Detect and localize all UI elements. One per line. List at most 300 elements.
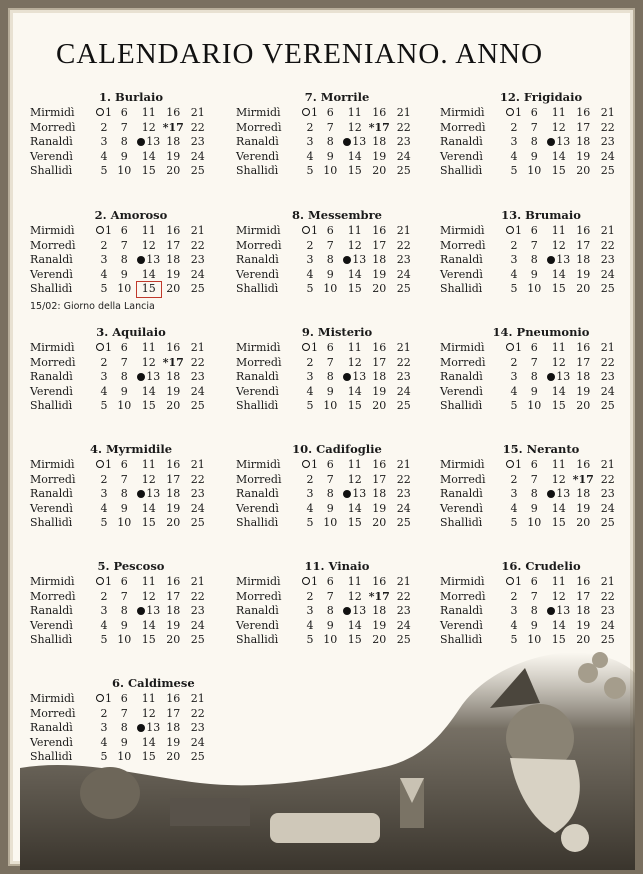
month-block xyxy=(440,323,630,414)
day-cell: 4 xyxy=(510,267,518,281)
full-moon-day-cell: 13 xyxy=(137,135,162,150)
day-cell: 17 xyxy=(166,706,181,720)
day-cell: 3 xyxy=(510,135,518,149)
week-row xyxy=(440,590,630,605)
week-row xyxy=(440,487,630,502)
day-cell: 10 xyxy=(323,516,338,530)
week-row xyxy=(236,487,426,502)
day-cell: 3 xyxy=(100,370,108,384)
day-cell: 22 xyxy=(396,238,411,252)
day-cell: 18 xyxy=(372,135,387,149)
day-cell: 10 xyxy=(117,164,132,178)
day-cell: 9 xyxy=(120,501,128,515)
month-name: 3. Aquilaio xyxy=(96,325,166,339)
day-cell: 16 xyxy=(166,458,181,471)
day-cell: 8 xyxy=(530,604,538,618)
week-row xyxy=(236,590,426,605)
day-cell: 8 xyxy=(120,253,128,267)
day-cell: 16 xyxy=(166,575,181,588)
day-cell: 12 xyxy=(141,238,156,252)
day-cell: 4 xyxy=(306,384,314,398)
new-moon-day-cell: 1 xyxy=(96,575,112,590)
day-cell: 5 xyxy=(100,164,108,178)
day-cell: 18 xyxy=(166,370,181,384)
day-cell: 11 xyxy=(347,575,362,588)
day-cell: 24 xyxy=(396,267,411,281)
weekday-label: Shallidì xyxy=(236,164,279,178)
weekday-label: Verendì xyxy=(30,618,73,632)
week-row xyxy=(440,458,630,473)
day-cell: 24 xyxy=(396,149,411,163)
day-cell: 15 xyxy=(551,282,566,296)
wizard-study-illustration xyxy=(20,648,635,870)
day-cell: 10 xyxy=(527,516,542,530)
weekday-label: Mirmidì xyxy=(30,341,75,354)
weekday-label: Morredì xyxy=(236,120,282,134)
full-moon-day-cell: 13 xyxy=(137,721,162,736)
weekday-label: Morredì xyxy=(236,589,282,603)
weekday-label: Ranaldì xyxy=(30,487,73,501)
day-cell: 3 xyxy=(510,487,518,501)
day-cell: 24 xyxy=(396,501,411,515)
weekday-label: Verendì xyxy=(440,267,483,281)
day-cell: 21 xyxy=(190,692,205,705)
week-row xyxy=(236,121,426,136)
day-cell: 19 xyxy=(372,501,387,515)
day-cell: 24 xyxy=(396,618,411,632)
weekday-label: Shallidì xyxy=(440,633,483,647)
new-moon-day-cell: 1 xyxy=(506,224,522,239)
day-cell: 21 xyxy=(190,458,205,471)
day-cell: 3 xyxy=(510,370,518,384)
day-cell: 14 xyxy=(347,501,362,515)
day-cell: 7 xyxy=(530,355,538,369)
day-cell: 22 xyxy=(190,706,205,720)
day-cell: 25 xyxy=(190,516,205,530)
day-cell: 10 xyxy=(323,282,338,296)
day-cell: 25 xyxy=(396,516,411,530)
day-cell: 10 xyxy=(527,633,542,647)
week-row xyxy=(236,253,426,268)
month-name: 12. Frigidaio xyxy=(499,90,583,104)
day-cell: 22 xyxy=(396,120,411,134)
day-cell: 16 xyxy=(372,224,387,237)
weekday-label: Verendì xyxy=(30,384,73,398)
day-cell: 22 xyxy=(600,238,615,252)
day-cell: 23 xyxy=(600,135,615,149)
day-cell: 4 xyxy=(306,501,314,515)
day-cell: 25 xyxy=(600,282,615,296)
day-cell: 18 xyxy=(166,604,181,618)
day-cell: 22 xyxy=(190,355,205,369)
day-cell: 11 xyxy=(141,224,156,237)
day-cell: 6 xyxy=(120,106,128,119)
day-cell: 15 xyxy=(551,516,566,530)
day-cell: 23 xyxy=(600,253,615,267)
week-row xyxy=(30,282,220,297)
day-cell: 11 xyxy=(141,692,156,705)
week-row xyxy=(30,253,220,268)
day-cell: 18 xyxy=(166,253,181,267)
day-cell: 11 xyxy=(347,224,362,237)
day-cell: 5 xyxy=(510,399,518,413)
day-cell: 14 xyxy=(551,618,566,632)
day-cell: 4 xyxy=(100,735,108,749)
month-name: 16. Crudelio xyxy=(501,559,581,573)
day-cell: 7 xyxy=(120,706,128,720)
day-cell: 23 xyxy=(600,487,615,501)
holiday-note: 15/02: Giorno della Lancia xyxy=(30,301,155,312)
day-cell: 21 xyxy=(600,575,615,588)
weekday-label: Shallidì xyxy=(30,633,73,647)
day-cell: 5 xyxy=(306,164,314,178)
day-cell: 15 xyxy=(551,399,566,413)
week-row xyxy=(30,224,220,239)
weekday-label: Mirmidì xyxy=(30,224,75,237)
day-cell: 2 xyxy=(306,472,314,486)
day-cell: 5 xyxy=(510,516,518,530)
day-cell: 14 xyxy=(141,501,156,515)
day-cell: 8 xyxy=(326,253,334,267)
day-cell: 16 xyxy=(372,575,387,588)
week-row xyxy=(440,341,630,356)
day-cell: 25 xyxy=(190,399,205,413)
day-cell: 6 xyxy=(120,341,128,354)
day-cell: 22 xyxy=(190,238,205,252)
day-cell: 7 xyxy=(120,472,128,486)
day-cell: 15 xyxy=(347,164,362,178)
day-cell: 20 xyxy=(166,516,181,530)
month-block xyxy=(30,323,220,414)
day-cell: 23 xyxy=(396,135,411,149)
day-cell: 11 xyxy=(551,224,566,237)
day-cell: 12 xyxy=(347,120,362,134)
day-cell: 9 xyxy=(326,384,334,398)
day-cell: 18 xyxy=(372,253,387,267)
day-cell: 20 xyxy=(372,282,387,296)
day-cell: 10 xyxy=(117,399,132,413)
day-cell: 11 xyxy=(141,106,156,119)
day-cell: 12 xyxy=(347,238,362,252)
day-cell: 8 xyxy=(326,487,334,501)
day-cell: 25 xyxy=(396,633,411,647)
full-moon-day-cell: 13 xyxy=(343,487,368,502)
week-row xyxy=(440,164,630,179)
day-cell: 16 xyxy=(166,224,181,237)
week-row xyxy=(30,239,220,254)
week-row xyxy=(30,370,220,385)
week-row xyxy=(30,164,220,179)
new-moon-day-cell: 1 xyxy=(96,106,112,121)
day-cell: 20 xyxy=(576,164,591,178)
day-cell: 16 xyxy=(576,575,591,588)
day-cell: 15 xyxy=(347,516,362,530)
day-cell: 10 xyxy=(527,399,542,413)
new-moon-day-cell: 1 xyxy=(302,106,318,121)
weekday-label: Mirmidì xyxy=(30,692,75,705)
week-row xyxy=(440,150,630,165)
week-row xyxy=(236,282,426,297)
starred-day-cell: *17 xyxy=(162,355,184,369)
week-row xyxy=(440,473,630,488)
starred-day-cell: *17 xyxy=(572,472,594,486)
day-cell: 12 xyxy=(347,472,362,486)
day-cell: 9 xyxy=(530,384,538,398)
day-cell: 20 xyxy=(576,282,591,296)
day-cell: 11 xyxy=(551,106,566,119)
day-cell: 16 xyxy=(166,341,181,354)
day-cell: 22 xyxy=(600,120,615,134)
day-cell: 20 xyxy=(166,633,181,647)
day-cell: 3 xyxy=(510,253,518,267)
weekday-label: Shallidì xyxy=(30,164,73,178)
day-cell: 16 xyxy=(576,458,591,471)
weekday-label: Verendì xyxy=(236,267,279,281)
full-moon-day-cell: 13 xyxy=(137,253,162,268)
month-block xyxy=(236,88,426,179)
day-cell: 6 xyxy=(326,106,334,119)
weekday-label: Verendì xyxy=(236,501,279,515)
weekday-label: Verendì xyxy=(30,501,73,515)
day-cell: 5 xyxy=(100,633,108,647)
highlighted-day-cell: 15 xyxy=(137,282,162,297)
week-row xyxy=(236,619,426,634)
day-cell: 12 xyxy=(141,706,156,720)
week-row xyxy=(440,575,630,590)
day-cell: 21 xyxy=(396,224,411,237)
weekday-label: Mirmidì xyxy=(440,458,485,471)
day-cell: 19 xyxy=(372,384,387,398)
day-cell: 15 xyxy=(141,633,156,647)
starred-day-cell: *17 xyxy=(162,120,184,134)
week-row xyxy=(440,604,630,619)
day-cell: 10 xyxy=(117,750,132,764)
new-moon-day-cell: 1 xyxy=(96,341,112,356)
weekday-label: Ranaldì xyxy=(236,135,279,149)
weekday-label: Morredì xyxy=(440,120,486,134)
new-moon-day-cell: 1 xyxy=(506,458,522,473)
day-cell: 17 xyxy=(576,355,591,369)
day-cell: 9 xyxy=(530,618,538,632)
week-row xyxy=(440,633,630,648)
starred-day-cell: *17 xyxy=(368,589,390,603)
month-block xyxy=(236,557,426,648)
day-cell: 7 xyxy=(326,120,334,134)
week-row xyxy=(236,385,426,400)
day-cell: 11 xyxy=(347,458,362,471)
day-cell: 22 xyxy=(396,472,411,486)
day-cell: 24 xyxy=(190,618,205,632)
week-row xyxy=(30,106,220,121)
day-cell: 20 xyxy=(166,282,181,296)
day-cell: 25 xyxy=(190,282,205,296)
day-cell: 17 xyxy=(166,238,181,252)
day-cell: 10 xyxy=(323,399,338,413)
week-row xyxy=(440,121,630,136)
day-cell: 9 xyxy=(326,267,334,281)
day-cell: 10 xyxy=(527,282,542,296)
day-cell: 22 xyxy=(190,472,205,486)
week-row xyxy=(30,473,220,488)
day-cell: 6 xyxy=(326,458,334,471)
day-cell: 3 xyxy=(100,604,108,618)
day-cell: 6 xyxy=(326,575,334,588)
day-cell: 5 xyxy=(100,399,108,413)
weekday-label: Shallidì xyxy=(440,399,483,413)
day-cell: 22 xyxy=(396,589,411,603)
day-cell: 23 xyxy=(190,487,205,501)
day-cell: 23 xyxy=(190,253,205,267)
day-cell: 15 xyxy=(141,164,156,178)
week-row xyxy=(236,150,426,165)
day-cell: 23 xyxy=(190,135,205,149)
day-cell: 25 xyxy=(190,633,205,647)
day-cell: 8 xyxy=(120,370,128,384)
weekday-label: Shallidì xyxy=(236,633,279,647)
week-row xyxy=(440,253,630,268)
month-block xyxy=(440,440,630,531)
new-moon-day-cell: 1 xyxy=(302,341,318,356)
month-block xyxy=(236,440,426,531)
weekday-label: Morredì xyxy=(440,589,486,603)
day-cell: 14 xyxy=(551,384,566,398)
day-cell: 8 xyxy=(530,253,538,267)
weekday-label: Ranaldì xyxy=(440,370,483,384)
day-cell: 15 xyxy=(347,282,362,296)
day-cell: 24 xyxy=(600,267,615,281)
day-cell: 4 xyxy=(306,267,314,281)
day-cell: 7 xyxy=(326,238,334,252)
day-cell: 19 xyxy=(166,735,181,749)
day-cell: 4 xyxy=(306,618,314,632)
weekday-label: Morredì xyxy=(30,120,76,134)
week-row xyxy=(30,356,220,371)
new-moon-day-cell: 1 xyxy=(96,458,112,473)
month-block xyxy=(30,88,220,179)
day-cell: 19 xyxy=(576,501,591,515)
weekday-label: Ranaldì xyxy=(236,370,279,384)
day-cell: 5 xyxy=(510,164,518,178)
day-cell: 5 xyxy=(306,399,314,413)
day-cell: 20 xyxy=(372,164,387,178)
day-cell: 19 xyxy=(166,384,181,398)
weekday-label: Shallidì xyxy=(30,399,73,413)
day-cell: 8 xyxy=(120,487,128,501)
day-cell: 19 xyxy=(166,149,181,163)
day-cell: 18 xyxy=(372,370,387,384)
day-cell: 2 xyxy=(100,589,108,603)
day-cell: 15 xyxy=(347,633,362,647)
day-cell: 16 xyxy=(372,341,387,354)
day-cell: 2 xyxy=(306,238,314,252)
week-row xyxy=(30,150,220,165)
day-cell: 6 xyxy=(530,458,538,471)
week-row xyxy=(440,619,630,634)
day-cell: 20 xyxy=(166,399,181,413)
day-cell: 17 xyxy=(166,589,181,603)
month-block xyxy=(236,323,426,414)
weekday-label: Shallidì xyxy=(236,399,279,413)
day-cell: 9 xyxy=(530,501,538,515)
weekday-label: Shallidì xyxy=(30,282,73,296)
day-cell: 12 xyxy=(551,120,566,134)
weekday-label: Shallidì xyxy=(440,282,483,296)
day-cell: 12 xyxy=(347,355,362,369)
week-row xyxy=(236,458,426,473)
weekday-label: Mirmidì xyxy=(440,575,485,588)
week-row xyxy=(440,106,630,121)
day-cell: 14 xyxy=(347,618,362,632)
week-row xyxy=(30,487,220,502)
day-cell: 8 xyxy=(326,604,334,618)
day-cell: 4 xyxy=(100,384,108,398)
day-cell: 5 xyxy=(306,516,314,530)
day-cell: 14 xyxy=(347,149,362,163)
day-cell: 12 xyxy=(141,355,156,369)
week-row xyxy=(440,385,630,400)
starred-day-cell: *17 xyxy=(368,120,390,134)
day-cell: 14 xyxy=(141,384,156,398)
day-cell: 3 xyxy=(100,487,108,501)
day-cell: 15 xyxy=(141,516,156,530)
day-cell: 17 xyxy=(576,589,591,603)
week-row xyxy=(30,121,220,136)
weekday-label: Mirmidì xyxy=(440,341,485,354)
day-cell: 23 xyxy=(190,370,205,384)
day-cell: 8 xyxy=(120,604,128,618)
weekday-label: Ranaldì xyxy=(236,253,279,267)
day-cell: 8 xyxy=(530,370,538,384)
day-cell: 10 xyxy=(117,516,132,530)
week-row xyxy=(30,385,220,400)
day-cell: 22 xyxy=(600,355,615,369)
day-cell: 7 xyxy=(326,589,334,603)
weekday-label: Mirmidì xyxy=(236,341,281,354)
day-cell: 21 xyxy=(190,224,205,237)
day-cell: 16 xyxy=(576,341,591,354)
week-row xyxy=(440,135,630,150)
month-name: 14. Pneumonio xyxy=(492,325,590,339)
day-cell: 11 xyxy=(141,575,156,588)
new-moon-day-cell: 1 xyxy=(506,106,522,121)
day-cell: 6 xyxy=(120,224,128,237)
weekday-label: Ranaldì xyxy=(440,604,483,618)
new-moon-day-cell: 1 xyxy=(96,224,112,239)
day-cell: 2 xyxy=(100,238,108,252)
day-cell: 9 xyxy=(326,501,334,515)
day-cell: 4 xyxy=(100,501,108,515)
day-cell: 7 xyxy=(326,472,334,486)
day-cell: 14 xyxy=(347,267,362,281)
week-row xyxy=(236,399,426,414)
day-cell: 24 xyxy=(190,735,205,749)
day-cell: 15 xyxy=(141,750,156,764)
day-cell: 21 xyxy=(600,458,615,471)
week-row xyxy=(440,502,630,517)
day-cell: 4 xyxy=(510,384,518,398)
weekday-label: Shallidì xyxy=(440,516,483,530)
day-cell: 20 xyxy=(372,516,387,530)
day-cell: 20 xyxy=(372,399,387,413)
day-cell: 25 xyxy=(396,282,411,296)
weekday-label: Mirmidì xyxy=(30,575,75,588)
weekday-label: Morredì xyxy=(236,472,282,486)
new-moon-day-cell: 1 xyxy=(506,341,522,356)
day-cell: 21 xyxy=(396,458,411,471)
day-cell: 6 xyxy=(530,341,538,354)
day-cell: 19 xyxy=(372,618,387,632)
day-cell: 2 xyxy=(100,355,108,369)
